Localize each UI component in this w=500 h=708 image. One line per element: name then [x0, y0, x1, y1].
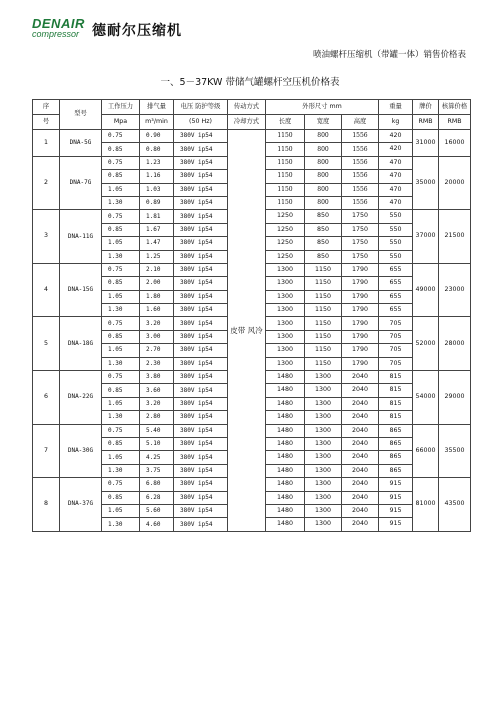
header-calc-price: 核算价格: [439, 100, 471, 115]
voltage-cell: 380V ip54: [174, 491, 228, 504]
flow-cell: 1.60: [140, 304, 174, 317]
voltage-cell: 380V ip54: [174, 464, 228, 477]
model-cell: DNA-37G: [60, 478, 102, 532]
calc-price-cell: 21500: [439, 210, 471, 264]
logo-brand: DENAIR: [32, 16, 85, 31]
weight-cell: 470: [379, 170, 413, 183]
voltage-cell: 380V ip54: [174, 277, 228, 290]
width-cell: 800: [305, 156, 342, 169]
company-logo: [32, 16, 182, 39]
flow-cell: 4.25: [140, 451, 174, 464]
drive-cooling-cell: 皮带 风冷: [228, 130, 266, 532]
voltage-cell: 380V ip54: [174, 344, 228, 357]
voltage-cell: 380V ip54: [174, 290, 228, 303]
voltage-cell: 380V ip54: [174, 357, 228, 370]
voltage-cell: 380V ip54: [174, 518, 228, 531]
width-cell: 1300: [305, 397, 342, 410]
header-seq-2: 号: [33, 115, 60, 130]
document-title: 喷油螺杆压缩机（带罐一体）销售价格表: [312, 50, 466, 60]
list-price-cell: 31000: [413, 130, 439, 157]
voltage-cell: 380V ip54: [174, 371, 228, 384]
width-cell: 850: [305, 237, 342, 250]
weight-cell: 655: [379, 304, 413, 317]
weight-cell: 420: [379, 130, 413, 143]
length-cell: 1480: [266, 464, 305, 477]
weight-cell: 815: [379, 397, 413, 410]
length-cell: 1300: [266, 277, 305, 290]
height-cell: 2040: [342, 437, 379, 450]
weight-cell: 865: [379, 437, 413, 450]
height-cell: 2040: [342, 491, 379, 504]
width-cell: 1150: [305, 263, 342, 276]
length-cell: 1480: [266, 518, 305, 531]
seq-cell: 7: [33, 424, 60, 478]
header-seq: 序: [33, 100, 60, 115]
weight-cell: 865: [379, 464, 413, 477]
pressure-cell: 0.85: [102, 170, 140, 183]
pressure-cell: 1.05: [102, 344, 140, 357]
header-width: 宽度: [305, 115, 342, 130]
height-cell: 1750: [342, 223, 379, 236]
voltage-cell: 380V ip54: [174, 183, 228, 196]
pressure-cell: 1.30: [102, 357, 140, 370]
model-cell: DNA-30G: [60, 424, 102, 478]
flow-cell: 1.81: [140, 210, 174, 223]
weight-cell: 705: [379, 344, 413, 357]
flow-cell: 3.60: [140, 384, 174, 397]
weight-cell: 705: [379, 357, 413, 370]
flow-cell: 0.89: [140, 196, 174, 209]
pressure-cell: 1.30: [102, 411, 140, 424]
weight-cell: 550: [379, 223, 413, 236]
height-cell: 1750: [342, 250, 379, 263]
length-cell: 1300: [266, 263, 305, 276]
flow-cell: 2.10: [140, 263, 174, 276]
length-cell: 1250: [266, 223, 305, 236]
seq-cell: 2: [33, 156, 60, 210]
header-pressure: 工作压力: [102, 100, 140, 115]
seq-cell: 5: [33, 317, 60, 371]
length-cell: 1480: [266, 424, 305, 437]
flow-cell: 1.80: [140, 290, 174, 303]
weight-cell: 550: [379, 210, 413, 223]
width-cell: 800: [305, 183, 342, 196]
list-price-cell: 66000: [413, 424, 439, 478]
width-cell: 800: [305, 143, 342, 156]
length-cell: 1300: [266, 330, 305, 343]
pressure-cell: 0.85: [102, 277, 140, 290]
weight-cell: 865: [379, 451, 413, 464]
flow-cell: 1.25: [140, 250, 174, 263]
calc-price-cell: 28000: [439, 317, 471, 371]
width-cell: 1300: [305, 451, 342, 464]
flow-cell: 0.80: [140, 143, 174, 156]
pressure-cell: 0.75: [102, 371, 140, 384]
pressure-cell: 0.85: [102, 330, 140, 343]
length-cell: 1300: [266, 290, 305, 303]
weight-cell: 815: [379, 384, 413, 397]
height-cell: 1556: [342, 196, 379, 209]
list-price-cell: 49000: [413, 263, 439, 317]
voltage-cell: 380V ip54: [174, 397, 228, 410]
model-cell: DNA-5G: [60, 130, 102, 157]
seq-cell: 8: [33, 478, 60, 532]
calc-price-cell: 16000: [439, 130, 471, 157]
length-cell: 1150: [266, 170, 305, 183]
weight-cell: 655: [379, 277, 413, 290]
width-cell: 1300: [305, 504, 342, 517]
height-cell: 1790: [342, 330, 379, 343]
calc-price-cell: 23000: [439, 263, 471, 317]
weight-cell: 705: [379, 317, 413, 330]
length-cell: 1150: [266, 183, 305, 196]
height-cell: 2040: [342, 451, 379, 464]
weight-cell: 470: [379, 156, 413, 169]
height-cell: 1790: [342, 304, 379, 317]
pressure-cell: 0.75: [102, 263, 140, 276]
pressure-cell: 0.75: [102, 210, 140, 223]
height-cell: 2040: [342, 504, 379, 517]
flow-cell: 6.28: [140, 491, 174, 504]
width-cell: 850: [305, 250, 342, 263]
width-cell: 1150: [305, 304, 342, 317]
header-voltage-unit: (50 Hz): [174, 115, 228, 130]
pressure-cell: 0.85: [102, 223, 140, 236]
header-model: 型号: [60, 100, 102, 130]
width-cell: 850: [305, 210, 342, 223]
length-cell: 1480: [266, 371, 305, 384]
weight-cell: 420: [379, 143, 413, 156]
voltage-cell: 380V ip54: [174, 170, 228, 183]
pressure-cell: 1.05: [102, 183, 140, 196]
model-cell: DNA-11G: [60, 210, 102, 264]
height-cell: 1556: [342, 183, 379, 196]
pressure-cell: 1.05: [102, 451, 140, 464]
length-cell: 1300: [266, 344, 305, 357]
flow-cell: 6.80: [140, 478, 174, 491]
seq-cell: 4: [33, 263, 60, 317]
pressure-cell: 0.85: [102, 143, 140, 156]
header-length: 长度: [266, 115, 305, 130]
width-cell: 800: [305, 130, 342, 143]
pressure-cell: 0.75: [102, 317, 140, 330]
model-cell: DNA-18G: [60, 317, 102, 371]
width-cell: 1300: [305, 371, 342, 384]
weight-cell: 655: [379, 263, 413, 276]
weight-cell: 915: [379, 518, 413, 531]
voltage-cell: 380V ip54: [174, 437, 228, 450]
weight-cell: 915: [379, 504, 413, 517]
price-table: [32, 99, 471, 532]
flow-cell: 1.23: [140, 156, 174, 169]
pressure-cell: 1.05: [102, 504, 140, 517]
length-cell: 1250: [266, 210, 305, 223]
length-cell: 1480: [266, 397, 305, 410]
voltage-cell: 380V ip54: [174, 411, 228, 424]
pressure-cell: 1.30: [102, 304, 140, 317]
width-cell: 1300: [305, 411, 342, 424]
pressure-cell: 1.30: [102, 196, 140, 209]
table-header-row: [33, 100, 471, 115]
height-cell: 1556: [342, 156, 379, 169]
height-cell: 2040: [342, 478, 379, 491]
length-cell: 1300: [266, 317, 305, 330]
voltage-cell: 380V ip54: [174, 130, 228, 143]
flow-cell: 2.00: [140, 277, 174, 290]
voltage-cell: 380V ip54: [174, 156, 228, 169]
list-price-cell: 81000: [413, 478, 439, 532]
header-drive: 传动方式: [228, 100, 266, 115]
pressure-cell: 0.75: [102, 130, 140, 143]
weight-cell: 865: [379, 424, 413, 437]
width-cell: 1300: [305, 478, 342, 491]
voltage-cell: 380V ip54: [174, 143, 228, 156]
length-cell: 1480: [266, 491, 305, 504]
voltage-cell: 380V ip54: [174, 330, 228, 343]
voltage-cell: 380V ip54: [174, 317, 228, 330]
calc-price-cell: 20000: [439, 156, 471, 210]
logo-sub: compressor: [32, 29, 80, 39]
voltage-cell: 380V ip54: [174, 451, 228, 464]
flow-cell: 2.80: [140, 411, 174, 424]
length-cell: 1480: [266, 411, 305, 424]
pressure-cell: 1.30: [102, 518, 140, 531]
pressure-cell: 0.75: [102, 156, 140, 169]
flow-cell: 2.70: [140, 344, 174, 357]
voltage-cell: 380V ip54: [174, 196, 228, 209]
list-price-cell: 54000: [413, 371, 439, 425]
voltage-cell: 380V ip54: [174, 223, 228, 236]
height-cell: 2040: [342, 384, 379, 397]
height-cell: 2040: [342, 464, 379, 477]
voltage-cell: 380V ip54: [174, 304, 228, 317]
list-price-cell: 37000: [413, 210, 439, 264]
header-flow-unit: m³/min: [140, 115, 174, 130]
pressure-cell: 0.75: [102, 478, 140, 491]
height-cell: 1556: [342, 143, 379, 156]
voltage-cell: 380V ip54: [174, 263, 228, 276]
flow-cell: 1.16: [140, 170, 174, 183]
calc-price-cell: 35500: [439, 424, 471, 478]
header-voltage: 电压 防护等级: [174, 100, 228, 115]
flow-cell: 0.90: [140, 130, 174, 143]
width-cell: 850: [305, 223, 342, 236]
voltage-cell: 380V ip54: [174, 504, 228, 517]
length-cell: 1480: [266, 451, 305, 464]
width-cell: 1300: [305, 437, 342, 450]
height-cell: 1790: [342, 344, 379, 357]
width-cell: 1300: [305, 491, 342, 504]
weight-cell: 550: [379, 250, 413, 263]
height-cell: 1750: [342, 210, 379, 223]
header-cooling: 冷却方式: [228, 115, 266, 130]
weight-cell: 815: [379, 371, 413, 384]
width-cell: 800: [305, 170, 342, 183]
section-title: 一、5－37KW 带储气罐螺杆空压机价格表: [160, 77, 340, 88]
height-cell: 1556: [342, 170, 379, 183]
header-flow: 排气量: [140, 100, 174, 115]
length-cell: 1150: [266, 156, 305, 169]
list-price-cell: 52000: [413, 317, 439, 371]
length-cell: 1150: [266, 143, 305, 156]
header-height: 高度: [342, 115, 379, 130]
pressure-cell: 0.85: [102, 437, 140, 450]
header-pressure-unit: Mpa: [102, 115, 140, 130]
height-cell: 2040: [342, 371, 379, 384]
width-cell: 1150: [305, 290, 342, 303]
seq-cell: 3: [33, 210, 60, 264]
length-cell: 1300: [266, 357, 305, 370]
length-cell: 1250: [266, 237, 305, 250]
flow-cell: 3.00: [140, 330, 174, 343]
flow-cell: 2.30: [140, 357, 174, 370]
header-dims: 外形尺寸 mm: [266, 100, 379, 115]
height-cell: 1556: [342, 130, 379, 143]
pressure-cell: 0.75: [102, 424, 140, 437]
flow-cell: 3.80: [140, 371, 174, 384]
flow-cell: 3.75: [140, 464, 174, 477]
height-cell: 2040: [342, 424, 379, 437]
width-cell: 1300: [305, 464, 342, 477]
length-cell: 1480: [266, 437, 305, 450]
voltage-cell: 380V ip54: [174, 478, 228, 491]
pressure-cell: 1.05: [102, 290, 140, 303]
height-cell: 2040: [342, 397, 379, 410]
weight-cell: 470: [379, 196, 413, 209]
length-cell: 1300: [266, 304, 305, 317]
header-calc-unit: RMB: [439, 115, 471, 130]
weight-cell: 915: [379, 478, 413, 491]
height-cell: 1790: [342, 263, 379, 276]
height-cell: 1790: [342, 290, 379, 303]
pressure-cell: 1.30: [102, 250, 140, 263]
voltage-cell: 380V ip54: [174, 210, 228, 223]
list-price-cell: 35000: [413, 156, 439, 210]
width-cell: 1300: [305, 384, 342, 397]
flow-cell: 1.47: [140, 237, 174, 250]
height-cell: 2040: [342, 518, 379, 531]
header-weight-unit: kg: [379, 115, 413, 130]
model-cell: DNA-15G: [60, 263, 102, 317]
flow-cell: 1.03: [140, 183, 174, 196]
length-cell: 1480: [266, 504, 305, 517]
voltage-cell: 380V ip54: [174, 237, 228, 250]
voltage-cell: 380V ip54: [174, 424, 228, 437]
height-cell: 1790: [342, 357, 379, 370]
length-cell: 1150: [266, 130, 305, 143]
height-cell: 2040: [342, 411, 379, 424]
width-cell: 1300: [305, 424, 342, 437]
flow-cell: 1.67: [140, 223, 174, 236]
header-weight: 重量: [379, 100, 413, 115]
width-cell: 1300: [305, 518, 342, 531]
logo-chinese-name: 德耐尔压缩机: [92, 23, 182, 39]
table-body: [33, 130, 471, 532]
model-cell: DNA-22G: [60, 371, 102, 425]
weight-cell: 915: [379, 491, 413, 504]
weight-cell: 705: [379, 330, 413, 343]
pressure-cell: 1.30: [102, 464, 140, 477]
table-row: [33, 130, 471, 143]
width-cell: 800: [305, 196, 342, 209]
length-cell: 1250: [266, 250, 305, 263]
width-cell: 1150: [305, 277, 342, 290]
weight-cell: 655: [379, 290, 413, 303]
width-cell: 1150: [305, 317, 342, 330]
pressure-cell: 0.85: [102, 491, 140, 504]
header-list-price: 牌价: [413, 100, 439, 115]
width-cell: 1150: [305, 357, 342, 370]
pressure-cell: 1.05: [102, 397, 140, 410]
voltage-cell: 380V ip54: [174, 250, 228, 263]
width-cell: 1150: [305, 330, 342, 343]
calc-price-cell: 43500: [439, 478, 471, 532]
voltage-cell: 380V ip54: [174, 384, 228, 397]
flow-cell: 5.60: [140, 504, 174, 517]
model-cell: DNA-7G: [60, 156, 102, 210]
seq-cell: 6: [33, 371, 60, 425]
height-cell: 1790: [342, 277, 379, 290]
calc-price-cell: 29000: [439, 371, 471, 425]
length-cell: 1480: [266, 478, 305, 491]
pressure-cell: 1.05: [102, 237, 140, 250]
length-cell: 1480: [266, 384, 305, 397]
flow-cell: 5.10: [140, 437, 174, 450]
height-cell: 1790: [342, 317, 379, 330]
height-cell: 1750: [342, 237, 379, 250]
weight-cell: 550: [379, 237, 413, 250]
flow-cell: 3.20: [140, 397, 174, 410]
weight-cell: 815: [379, 411, 413, 424]
width-cell: 1150: [305, 344, 342, 357]
header-list-unit: RMB: [413, 115, 439, 130]
weight-cell: 470: [379, 183, 413, 196]
seq-cell: 1: [33, 130, 60, 157]
flow-cell: 3.20: [140, 317, 174, 330]
length-cell: 1150: [266, 196, 305, 209]
flow-cell: 5.40: [140, 424, 174, 437]
flow-cell: 4.60: [140, 518, 174, 531]
pressure-cell: 0.85: [102, 384, 140, 397]
